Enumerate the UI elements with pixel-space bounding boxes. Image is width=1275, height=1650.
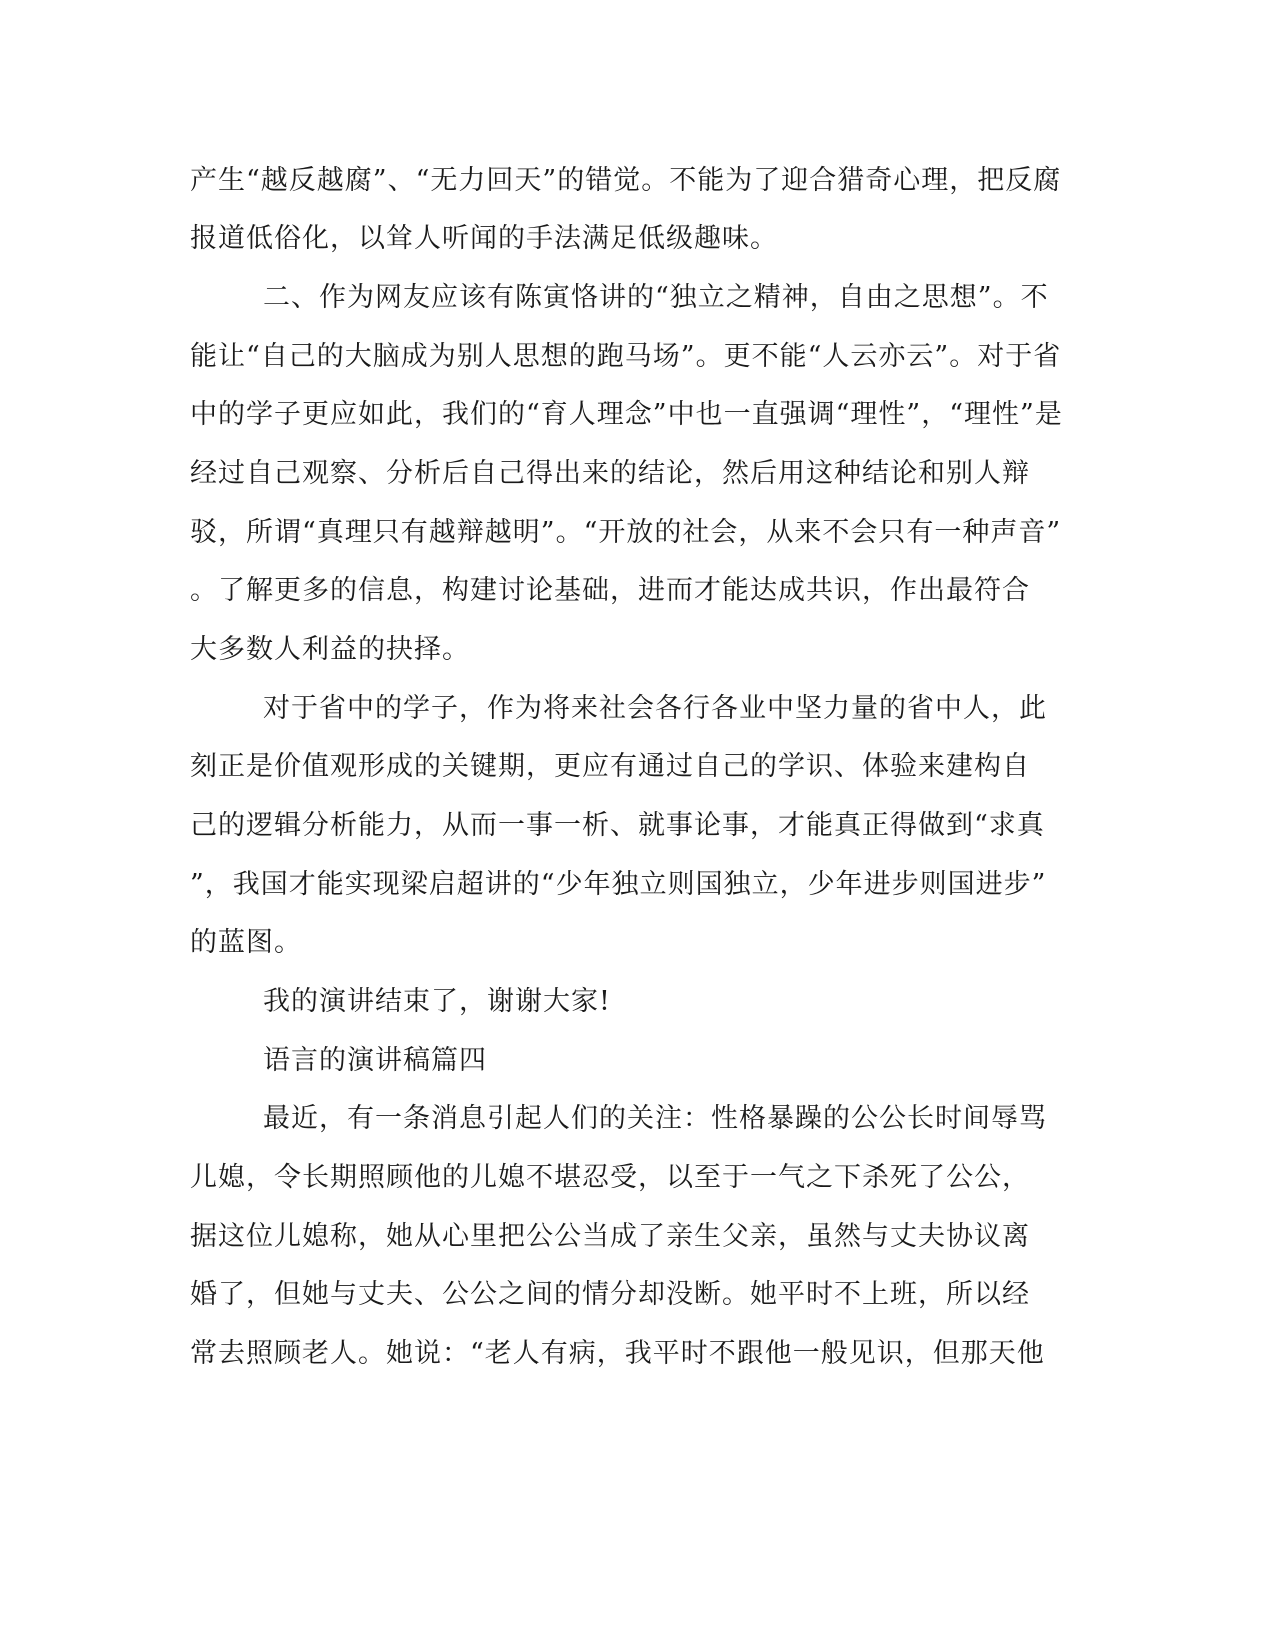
text-line: 中的学子更应如此，我们的“育人理念”中也一直强调“理性”，“理性”是 xyxy=(190,399,1063,430)
text-line: 产生“越反越腐”、“无力回天”的错觉。不能为了迎合猎奇心理，把反腐 xyxy=(190,165,1062,196)
text-line: 婚了，但她与丈夫、公公之间的情分却没断。她平时不上班，所以经 xyxy=(190,1279,1030,1310)
text-line: 能让“自己的大脑成为别人思想的跑马场”。更不能“人云亦云”。对于省 xyxy=(190,341,1062,372)
text-line: 己的逻辑分析能力，从而一事一析、就事论事，才能真正得做到“求真 xyxy=(190,810,1045,841)
text-line: 据这位儿媳称，她从心里把公公当成了亲生父亲，虽然与丈夫协议离 xyxy=(190,1221,1030,1252)
section-heading: 语言的演讲稿篇四 xyxy=(263,1045,487,1076)
closing-line: 我的演讲结束了，谢谢大家! xyxy=(263,986,611,1017)
paragraph-start-line: 二、作为网友应该有陈寅恪讲的“独立之精神，自由之思想”。不 xyxy=(263,282,1049,313)
text-line: 报道低俗化，以耸人听闻的手法满足低级趣味。 xyxy=(190,223,778,254)
text-line: 儿媳，令长期照顾他的儿媳不堪忍受，以至于一气之下杀死了公公， xyxy=(190,1162,1030,1193)
text-line: 驳，所谓“真理只有越辩越明”。“开放的社会，从来不会只有一种声音” xyxy=(190,517,1062,548)
text-line: 刻正是价值观形成的关键期，更应有通过自己的学识、体验来建构自 xyxy=(190,751,1030,782)
paragraph-start-line: 对于省中的学子，作为将来社会各行各业中坚力量的省中人，此 xyxy=(263,693,1047,724)
text-line: ”，我国才能实现梁启超讲的“少年独立则国独立，少年进步则国进步” xyxy=(190,869,1047,900)
text-line: 的蓝图。 xyxy=(190,927,302,958)
paragraph-start-line: 最近，有一条消息引起人们的关注：性格暴躁的公公长时间辱骂 xyxy=(263,1103,1047,1134)
text-line: 。了解更多的信息，构建讨论基础，进而才能达成共识，作出最符合 xyxy=(190,575,1030,606)
text-line: 经过自己观察、分析后自己得出来的结论，然后用这种结论和别人辩 xyxy=(190,458,1030,489)
text-line: 常去照顾老人。她说：“老人有病，我平时不跟他一般见识，但那天他 xyxy=(190,1338,1045,1369)
text-line: 大多数人利益的抉择。 xyxy=(190,634,470,665)
